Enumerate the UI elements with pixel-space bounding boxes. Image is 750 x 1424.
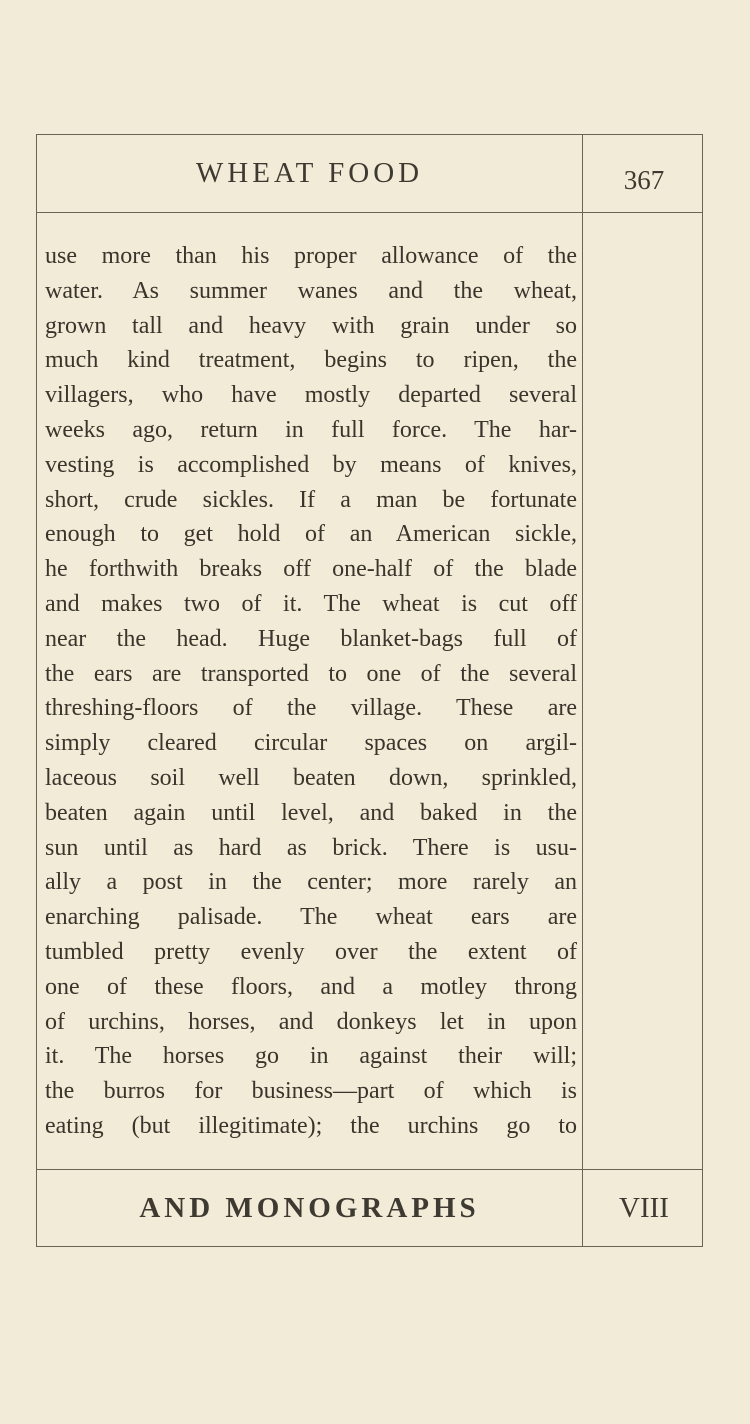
text-line: and makes two of it. The wheat is cut off (45, 590, 577, 617)
text-line: one of these floors, and a motley throng (45, 973, 577, 1000)
text-line: he forthwith breaks off one-half of the blade (45, 556, 577, 583)
series-title: AND MONOGRAPHS (139, 1192, 480, 1224)
text-line: the burros for business—part of which is (45, 1078, 577, 1105)
text-line: water. As summer wanes and the wheat, (45, 277, 577, 304)
running-title: WHEAT FOOD (195, 157, 424, 189)
text-line: much kind treatment, begins to ripen, the (45, 347, 577, 374)
footer-column-divider (582, 1170, 583, 1246)
text-line: enough to get hold of an American sickle, (45, 521, 577, 548)
text-line: villagers, who have mostly departed several (45, 382, 577, 409)
text-line: short, crude sickles. If a man be fortunate (45, 486, 577, 513)
text-line: tumbled pretty evenly over the extent of (45, 938, 577, 965)
text-line: it. The horses go in against their will; (45, 1043, 577, 1070)
text-line: sun until as hard as brick. There is usu- (45, 834, 577, 861)
text-line: near the head. Huge blanket-bags full of (45, 625, 577, 652)
volume-number: VIII (619, 1192, 669, 1224)
text-line: ally a post in the center; more rarely an (45, 869, 577, 896)
text-line: enarching palisade. The wheat ears are (45, 904, 577, 931)
text-line: simply cleared circular spaces on argil- (45, 730, 577, 757)
text-line: eating (but illegitimate); the urchins go to (45, 1112, 577, 1139)
header-row (37, 135, 702, 213)
body-text (45, 239, 577, 1144)
text-line: weeks ago, return in full force. The har- (45, 416, 577, 443)
text-line: laceous soil well beaten down, sprinkled, (45, 764, 577, 791)
text-line: threshing-floors of the village. These are (45, 695, 577, 722)
page-number: 367 (623, 165, 665, 195)
text-line: vesting is accomplished by means of knives, (45, 451, 577, 478)
text-line: the ears are transported to one of the several (45, 660, 577, 687)
text-line: of urchins, horses, and donkeys let in upon (45, 1008, 577, 1035)
page-frame (36, 134, 703, 1247)
text-line: grown tall and heavy with grain under so (45, 312, 577, 339)
text-line: use more than his proper allowance of the (45, 243, 577, 269)
header-column-divider (582, 135, 583, 212)
text-line: beaten again until level, and baked in the (45, 799, 577, 826)
footer-row (37, 1169, 702, 1246)
body-column-divider (582, 213, 583, 1169)
